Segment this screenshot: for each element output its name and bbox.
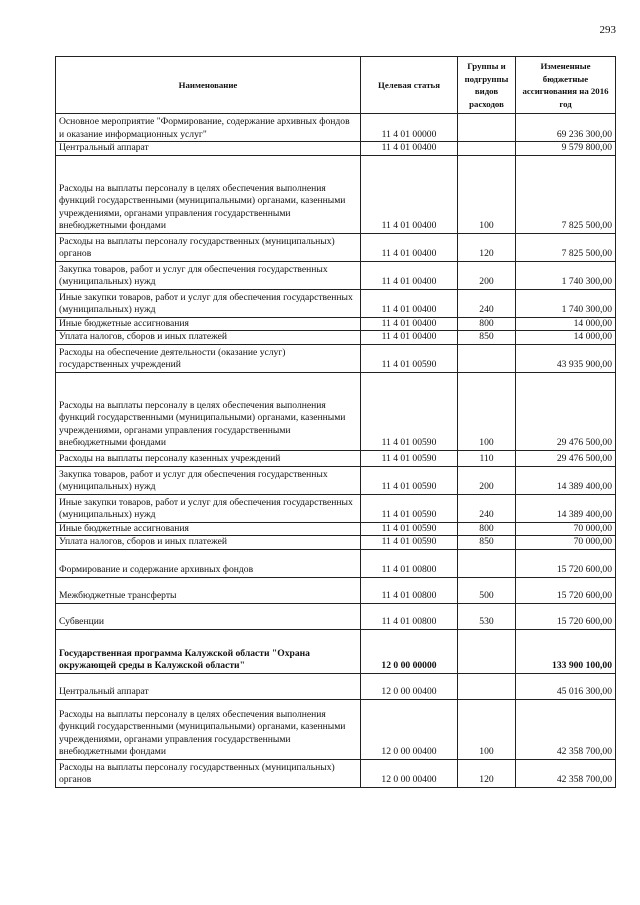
table-row: [56, 549, 616, 577]
row-amount-cell: 29 476 500,00: [516, 372, 616, 450]
table-row: [56, 536, 616, 550]
row-code-cell: 12 0 00 00400: [361, 699, 458, 759]
row-amount-cell: 14 000,00: [516, 331, 616, 345]
row-group-cell: [458, 629, 516, 673]
row-code-cell: 12 0 00 00400: [361, 759, 458, 787]
row-code-cell: 12 0 00 00000: [361, 629, 458, 673]
row-amount-cell: 9 579 800,00: [516, 142, 616, 156]
row-code-cell: 11 4 01 00800: [361, 577, 458, 603]
row-amount-cell: 70 000,00: [516, 536, 616, 550]
row-code-cell: 11 4 01 00400: [361, 142, 458, 156]
row-amount-cell: 14 389 400,00: [516, 494, 616, 522]
row-name-cell: Расходы на выплаты персоналу в целях обеспечения выполнения функций государственными (муниципальными) органами, казенными учреждениями, органами управления государственными внебюджетными фондами: [56, 155, 361, 233]
row-group-cell: 800: [458, 317, 516, 331]
table-row: [56, 261, 616, 289]
row-amount-cell: 133 900 100,00: [516, 629, 616, 673]
row-code-cell: 11 4 01 00590: [361, 536, 458, 550]
row-name-cell: Расходы на выплаты персоналу в целях обеспечения выполнения функций государственными (муниципальными) органами, казенными учреждениями, органами управления государственными внебюджетными фондами: [56, 699, 361, 759]
row-code-cell: 11 4 01 00400: [361, 317, 458, 331]
table-row: [56, 603, 616, 629]
table-row: [56, 494, 616, 522]
row-group-cell: 110: [458, 450, 516, 466]
row-name-cell: Иные закупки товаров, работ и услуг для обеспечения государственных (муниципальных) нужд: [56, 494, 361, 522]
row-name-cell: Субвенции: [56, 603, 361, 629]
row-name-cell: Формирование и содержание архивных фондов: [56, 549, 361, 577]
header-amount: Измененные бюджетные ассигнования на 2016 год: [516, 57, 616, 114]
table-row: [56, 331, 616, 345]
row-group-cell: 200: [458, 261, 516, 289]
row-code-cell: 11 4 01 00590: [361, 372, 458, 450]
row-name-cell: Иные бюджетные ассигнования: [56, 522, 361, 536]
row-name-cell: Государственная программа Калужской области "Охрана окружающей среды в Калужской области": [56, 629, 361, 673]
row-group-cell: [458, 549, 516, 577]
row-group-cell: [458, 344, 516, 372]
row-code-cell: 11 4 01 00000: [361, 114, 458, 142]
table-row: [56, 629, 616, 673]
row-code-cell: 11 4 01 00800: [361, 603, 458, 629]
row-group-cell: 120: [458, 233, 516, 261]
row-code-cell: 11 4 01 00400: [361, 233, 458, 261]
row-amount-cell: 14 389 400,00: [516, 466, 616, 494]
table-row: [56, 114, 616, 142]
row-code-cell: 11 4 01 00590: [361, 466, 458, 494]
header-groups: Группы и подгруппы видов расходов: [458, 57, 516, 114]
table-header-row: [56, 57, 616, 114]
row-group-cell: [458, 114, 516, 142]
table-row: [56, 233, 616, 261]
row-group-cell: 100: [458, 372, 516, 450]
row-name-cell: Расходы на обеспечение деятельности (оказание услуг) государственных учреждений: [56, 344, 361, 372]
row-group-cell: 500: [458, 577, 516, 603]
row-amount-cell: 14 000,00: [516, 317, 616, 331]
row-name-cell: Иные закупки товаров, работ и услуг для обеспечения государственных (муниципальных) нужд: [56, 289, 361, 317]
row-code-cell: 11 4 01 00590: [361, 522, 458, 536]
row-name-cell: Центральный аппарат: [56, 673, 361, 699]
table-row: [56, 450, 616, 466]
table-row: [56, 372, 616, 450]
row-amount-cell: 70 000,00: [516, 522, 616, 536]
row-amount-cell: 15 720 600,00: [516, 603, 616, 629]
row-code-cell: 11 4 01 00590: [361, 450, 458, 466]
row-group-cell: 850: [458, 331, 516, 345]
row-name-cell: Закупка товаров, работ и услуг для обеспечения государственных (муниципальных) нужд: [56, 466, 361, 494]
row-group-cell: 100: [458, 155, 516, 233]
row-amount-cell: 1 740 300,00: [516, 289, 616, 317]
row-name-cell: Межбюджетные трансферты: [56, 577, 361, 603]
row-code-cell: 11 4 01 00400: [361, 331, 458, 345]
table-row: [56, 577, 616, 603]
row-amount-cell: 7 825 500,00: [516, 155, 616, 233]
row-name-cell: Расходы на выплаты персоналу государственных (муниципальных) органов: [56, 233, 361, 261]
row-name-cell: Расходы на выплаты персоналу в целях обеспечения выполнения функций государственными (муниципальными) органами, казенными учреждениями, органами управления государственными внебюджетными фондами: [56, 372, 361, 450]
row-code-cell: 11 4 01 00590: [361, 494, 458, 522]
table-row: [56, 673, 616, 699]
table-row: [56, 759, 616, 787]
row-group-cell: 200: [458, 466, 516, 494]
row-group-cell: 100: [458, 699, 516, 759]
row-code-cell: 11 4 01 00590: [361, 344, 458, 372]
header-target: Целевая статья: [361, 57, 458, 114]
table-row: [56, 142, 616, 156]
row-amount-cell: 42 358 700,00: [516, 759, 616, 787]
table-row: [56, 466, 616, 494]
budget-table: [55, 56, 616, 788]
row-name-cell: Расходы на выплаты персоналу казенных учреждений: [56, 450, 361, 466]
row-amount-cell: 15 720 600,00: [516, 549, 616, 577]
table-row: [56, 317, 616, 331]
row-name-cell: Уплата налогов, сборов и иных платежей: [56, 536, 361, 550]
row-group-cell: 530: [458, 603, 516, 629]
table-row: [56, 155, 616, 233]
row-name-cell: Расходы на выплаты персоналу государственных (муниципальных) органов: [56, 759, 361, 787]
row-amount-cell: 43 935 900,00: [516, 344, 616, 372]
row-name-cell: Основное мероприятие "Формирование, содержание архивных фондов и оказание информационных услуг": [56, 114, 361, 142]
row-group-cell: 800: [458, 522, 516, 536]
table-row: [56, 699, 616, 759]
row-amount-cell: 1 740 300,00: [516, 261, 616, 289]
table-row: [56, 344, 616, 372]
row-code-cell: 11 4 01 00400: [361, 261, 458, 289]
page-number: 293: [599, 24, 616, 36]
table-row: [56, 289, 616, 317]
row-code-cell: 11 4 01 00800: [361, 549, 458, 577]
row-name-cell: Закупка товаров, работ и услуг для обеспечения государственных (муниципальных) нужд: [56, 261, 361, 289]
table-row: [56, 522, 616, 536]
row-code-cell: 11 4 01 00400: [361, 155, 458, 233]
row-amount-cell: 42 358 700,00: [516, 699, 616, 759]
row-code-cell: 12 0 00 00400: [361, 673, 458, 699]
row-group-cell: 120: [458, 759, 516, 787]
row-amount-cell: 15 720 600,00: [516, 577, 616, 603]
row-code-cell: 11 4 01 00400: [361, 289, 458, 317]
row-amount-cell: 45 016 300,00: [516, 673, 616, 699]
row-name-cell: Иные бюджетные ассигнования: [56, 317, 361, 331]
row-name-cell: Уплата налогов, сборов и иных платежей: [56, 331, 361, 345]
row-amount-cell: 69 236 300,00: [516, 114, 616, 142]
row-amount-cell: 7 825 500,00: [516, 233, 616, 261]
row-amount-cell: 29 476 500,00: [516, 450, 616, 466]
row-group-cell: [458, 142, 516, 156]
row-group-cell: 240: [458, 494, 516, 522]
row-group-cell: 850: [458, 536, 516, 550]
row-group-cell: [458, 673, 516, 699]
header-name: Наименование: [56, 57, 361, 114]
row-name-cell: Центральный аппарат: [56, 142, 361, 156]
row-group-cell: 240: [458, 289, 516, 317]
